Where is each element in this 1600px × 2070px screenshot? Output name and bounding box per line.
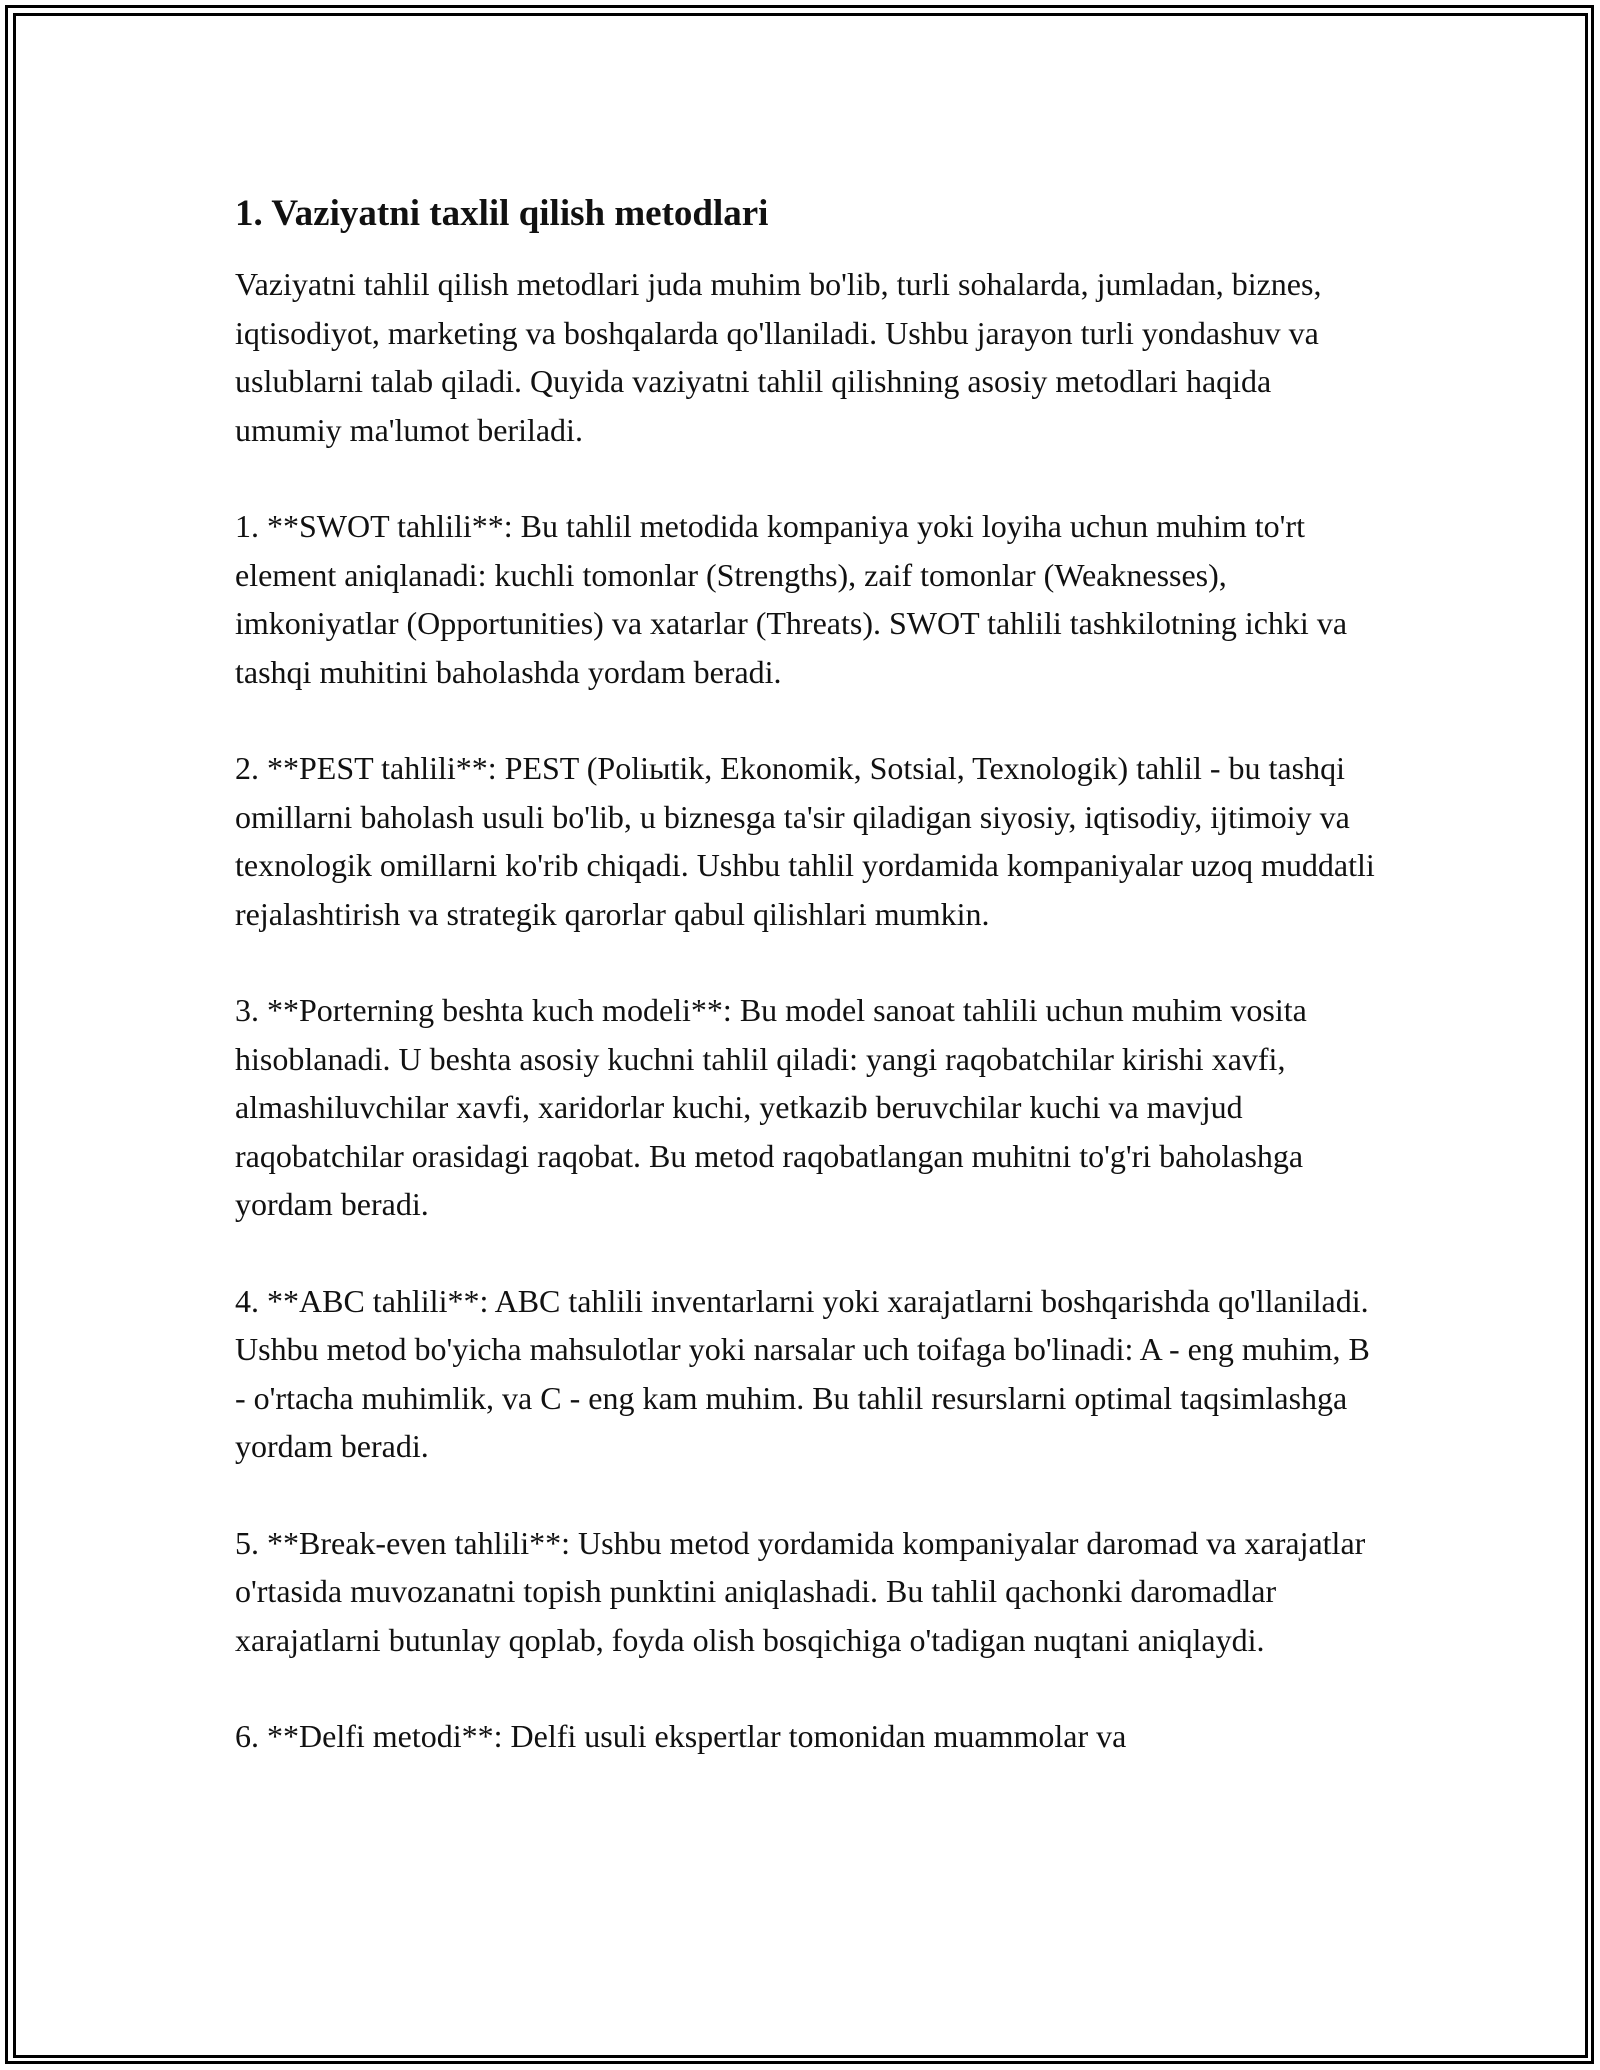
paragraph-abc: 4. **ABC tahlili**: ABC tahlili inventarlarni yoki xarajatlarni boshqarishda qo'llaniladi. Ushbu metod bo'yicha mahsulotlar yoki narsalar uch toifaga bo'linadi: A - eng muhim, B - o'rtacha muhimlik, va C - eng kam muhim. Bu tahlil resurslarni optimal taqsimlashga yordam beradi. (235, 1282, 1370, 1464)
paragraph-swot: 1. **SWOT tahlili**: Bu tahlil metodida kompaniya yoki loyiha uchun muhim to'rt element aniqlanadi: kuchli tomonlar (Strengths), zaif tomonlar (Weaknesses), imkoniyatlar (Opportunities) va xatarlar (Threats). SWOT tahlili tashkilotning ichki va tashqi muhitini baholashda yordam beradi. (235, 508, 1348, 690)
paragraph-pest: 2. **PEST tahlili**: PEST (Poliыtik, Ekonomik, Sotsial, Texnologik) tahlil - bu tashqi omillarni baholash usuli bo'lib, u biznesga ta'sir qiladigan siyosiy, iqtisodiy, ijtimoiy va texnologik omillarni ko'rib chiqadi. Ushbu tahlil yordamida kompaniyalar uzoq muddatli rejalashtirish va strategik qarorlar qabul qilishlari mumkin. (235, 750, 1375, 932)
document-body (235, 188, 1375, 1809)
intro-paragraph: Vaziyatni tahlil qilish metodlari juda muhim bo'lib, turli sohalarda, jumladan, biznes, iqtisodiyot, marketing va boshqalarda qo'llaniladi. Ushbu jarayon turli yondashuv va uslublarni talab qiladi. Quyida vaziyatni tahlil qilishning asosiy metodlari haqida umumiy ma'lumot beriladi. (235, 266, 1322, 448)
paragraph-porter: 3. **Porterning beshta kuch modeli**: Bu model sanoat tahlili uchun muhim vosita hisoblanadi. U beshta asosiy kuchni tahlil qiladi: yangi raqobatchilar kirishi xavfi, almashiluvchilar xavfi, xaridorlar kuchi, yetkazib beruvchilar kuchi va mavjud raqobatchilar orasidagi raqobat. Bu metod raqobatlangan muhitni to'g'ri baholashga yordam beradi. (235, 992, 1307, 1222)
paragraph-delfi: 6. **Delfi metodi**: Delfi usuli ekspertlar tomonidan muammolar va (235, 1718, 1127, 1754)
section-heading: 1. Vaziyatni taxlil qilish metodlari (235, 193, 769, 234)
paragraph-break-even: 5. **Break-even tahlili**: Ushbu metod yordamida kompaniyalar daromad va xarajatlar o'rtasida muvozanatni topish punktini aniqlashadi. Bu tahlil qachonki daromadlar xarajatlarni butunlay qoplab, foyda olish bosqichiga o'tadigan nuqtani aniqlaydi. (235, 1524, 1366, 1658)
